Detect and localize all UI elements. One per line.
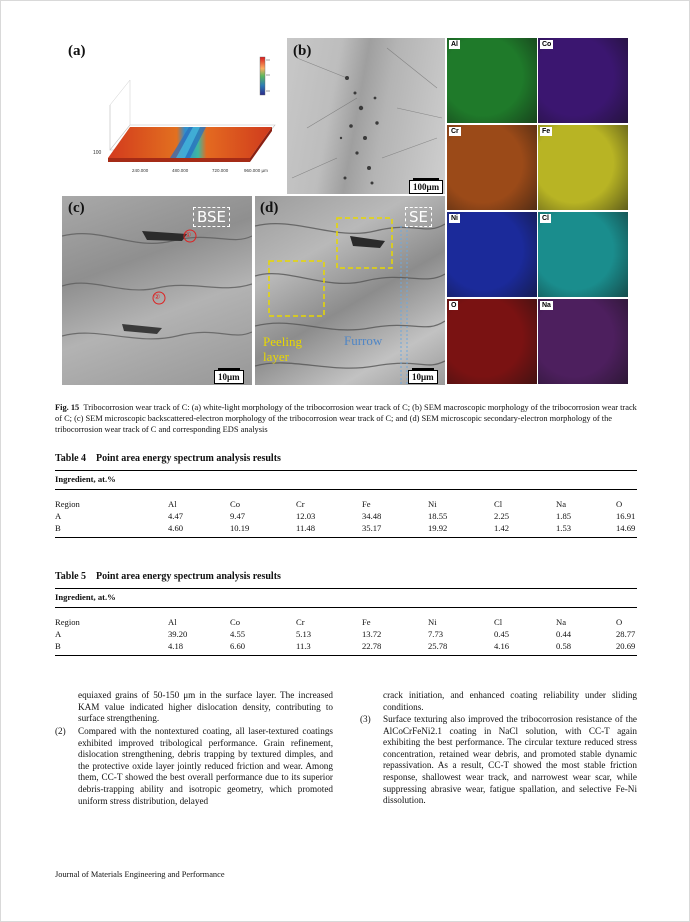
table-cell: 16.91 [616,511,636,521]
table-cell: 18.55 [428,511,448,521]
table4-subtitle: Ingredient, at.% [55,474,116,484]
table-header-cell: Na [556,499,567,509]
eds-map-fe [538,125,628,210]
body-left-p2: Compared with the nontextured coating, all laser-textured coatings exhibited improved tribological performance. Grain refinement, dislocation strengthening, debris trapping by textured dimples, and the protective oxide layer jointly reduced friction and wear. Among them, CC-T showed the best overall performance due to its superior debris-trapping ability and isotropic geometry, which promoted uniform stress distribution, delayed [78,726,333,806]
table-cell: A [55,629,62,639]
table-cell: 4.55 [230,629,246,639]
panel-a-tick-3: 720.000 [212,168,229,173]
table-cell: 14.69 [616,523,636,533]
eds-map-label: Fe [542,128,551,135]
panel-d-peeling-label: Peeling layer [263,334,302,364]
table-header-cell: Region [55,617,80,627]
table4-rule-top [55,470,637,471]
panel-d-furrow-label: Furrow [344,333,383,348]
body-right-p2-num: (3) [360,714,371,724]
table-cell: 35.17 [362,523,382,533]
table-header-cell: Cr [296,499,305,509]
table4-rule-mid [55,489,637,490]
table-cell: 12.03 [296,511,316,521]
figure-caption [55,402,637,436]
eds-map-ni [447,212,537,297]
table4-rule-bottom [55,537,637,538]
panel-d-scale-bar: 10μm [408,370,438,384]
table-header-cell: Na [556,617,567,627]
table-header-cell: Al [168,499,177,509]
panel-a-3d-profile [90,55,280,185]
table-cell: 39.20 [168,629,188,639]
eds-map-label: Cr [451,128,459,135]
table-header-cell: Cl [494,617,503,627]
table-cell: 1.53 [556,523,572,533]
table-cell: B [55,641,61,651]
table-cell: 4.18 [168,641,184,651]
panel-a-axis-left: 100 [93,150,102,156]
eds-map-co [538,38,628,123]
table-cell: 11.48 [296,523,316,533]
eds-map-label: Na [542,302,551,309]
table-cell: 2.25 [494,511,510,521]
body-left-p2-num: (2) [55,726,66,736]
eds-map-cl [538,212,628,297]
table5-subtitle: Ingredient, at.% [55,592,116,602]
panel-c-marker-2: ② [154,293,161,301]
table-header-cell: Al [168,617,177,627]
table-cell: 28.77 [616,629,636,639]
table-cell: 0.45 [494,629,510,639]
table-cell: 9.47 [230,511,246,521]
table-cell: 0.44 [556,629,572,639]
panel-b-scale-bar: 100μm [409,180,443,194]
panel-a-tick-2: 480.000 [172,168,189,173]
panel-a-tick-4: 960.000 µm [244,168,268,173]
caption-text: Tribocorrosion wear track of C: (a) white-light morphology of the tribocorrosion wear track of C; (b) SEM macroscopic morphology of the tribocorrosion wear track of C; (c) SEM microscopic backscattered-electron morphology of the tribocorrosion wear track of C; and (d) SEM microscopic secondary-electron morphology of the tribocorrosion wear track of C and corresponding EDS analysis [55,403,637,435]
panel-d-label: (d) [260,200,279,216]
eds-map-o [447,299,537,384]
eds-map-label: Ni [451,215,458,222]
table-header-cell: Co [230,617,241,627]
table-cell: 22.78 [362,641,382,651]
panel-b-sem-image [287,38,445,194]
panel-d-se-tag: SE [405,207,432,227]
body-left-p1: equiaxed grains of 50-150 μm in the surface layer. The increased KAM value indicated higher dislocation density, contributing to surface strengthening. [78,690,333,724]
table-cell: 4.47 [168,511,184,521]
table-cell: 4.60 [168,523,184,533]
table-cell: 7.73 [428,629,444,639]
panel-c-label: (c) [68,200,85,216]
table-header-cell: O [616,499,623,509]
body-right-p1: crack initiation, and enhanced coating reliability under sliding conditions. [383,690,637,712]
table-cell: 1.85 [556,511,572,521]
caption-lead: Fig. 15 [55,403,80,412]
table-cell: 13.72 [362,629,382,639]
panel-b-label: (b) [293,43,312,59]
table5-rule-top [55,588,637,589]
eds-map-label: Cl [542,215,549,222]
table-cell: 4.16 [494,641,510,651]
table4-title: Table 4 Point area energy spectrum analysis results [55,453,281,464]
body-right-p2: Surface texturing also improved the tribocorrosion resistance of the AlCoCrFeNi2.1 coating in NaCl solution, with CC-T again exhibiting the best performance. The circular texture reduced stress concentration, retained wear debris, and promoted stable dynamic repassivation. As a result, CC-T showed the most stable friction response, shallowest wear track, and narrowest wear scar, while suppressing abrasive wear, fatigue spallation, and selective Fe-Ni dissolution. [383,714,637,806]
eds-map-label: Al [451,41,458,48]
table-cell: 5.13 [296,629,312,639]
table5-rule-bottom [55,655,637,656]
eds-map-al [447,38,537,123]
footer-journal: Journal of Materials Engineering and Performance [55,870,225,879]
table-header-cell: O [616,617,623,627]
table-cell: 19.92 [428,523,448,533]
table-header-cell: Cr [296,617,305,627]
eds-map-label: O [451,302,457,309]
panel-c-scale-bar: 10μm [214,370,244,384]
table-header-cell: Fe [362,617,371,627]
table-cell: 6.60 [230,641,246,651]
eds-map-label: Co [542,41,552,48]
table5-title: Table 5 Point area energy spectrum analysis results [55,571,281,582]
table-cell: 1.42 [494,523,510,533]
table-cell: 10.19 [230,523,250,533]
table-cell: 25.78 [428,641,448,651]
panel-a-label: (a) [68,43,86,59]
panel-c-marker-1: ① [185,231,192,239]
table5-rule-mid [55,607,637,608]
eds-map-cr [447,125,537,210]
eds-map-na [538,299,628,384]
table-header-cell: Cl [494,499,503,509]
table-cell: 11.3 [296,641,311,651]
table-header-cell: Region [55,499,80,509]
panel-a-tick-1: 240.000 [132,168,149,173]
table-header-cell: Co [230,499,241,509]
table-header-cell: Fe [362,499,371,509]
panel-c-bse-tag: BSE [193,207,230,227]
table-cell: B [55,523,61,533]
table-cell: A [55,511,62,521]
table-cell: 20.69 [616,641,636,651]
table-header-cell: Ni [428,499,437,509]
table-header-cell: Ni [428,617,437,627]
table-cell: 0.58 [556,641,572,651]
table-cell: 34.48 [362,511,382,521]
